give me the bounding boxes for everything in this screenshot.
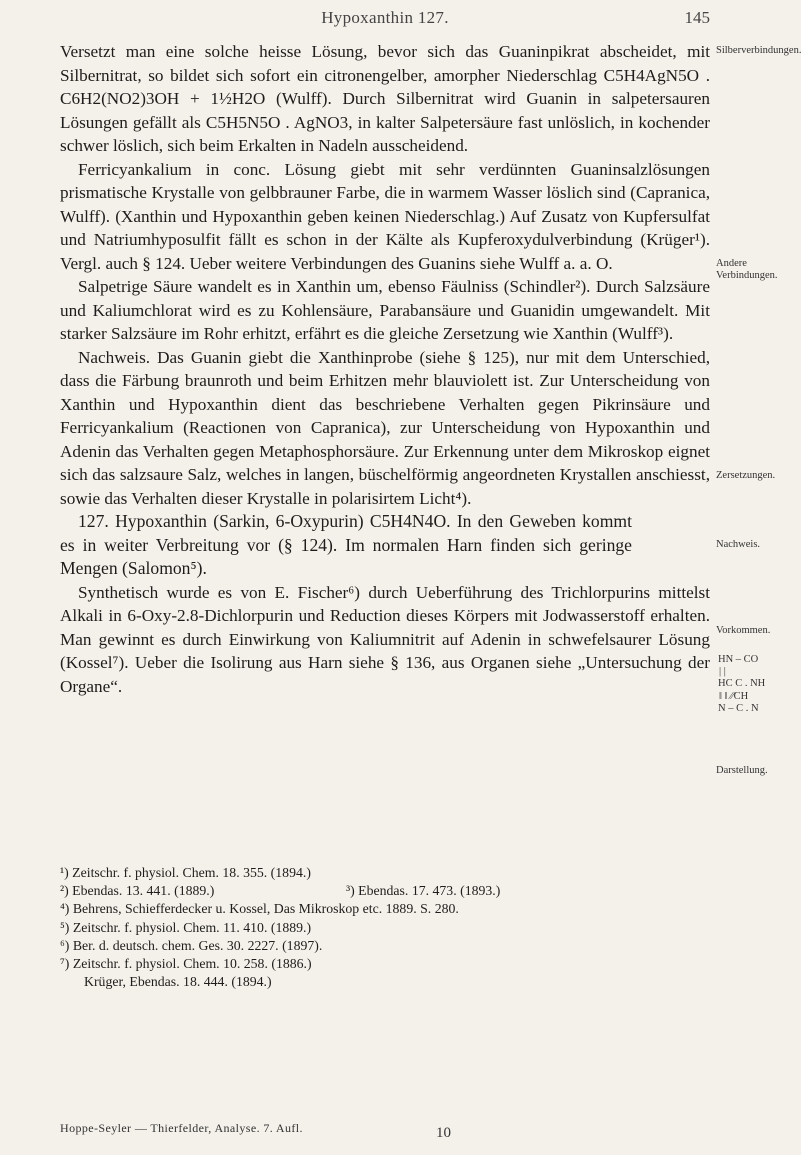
signature-mark: 10 (436, 1125, 451, 1141)
formula-line-1: HN – CO (718, 654, 759, 665)
footnote-4: ⁴) Behrens, Schiefferdecker u. Kossel, Das Mikroskop etc. 1889. S. 280. (60, 901, 459, 917)
formula-line-4: ‖ ‖ ⁄⁄CH (719, 691, 749, 702)
paragraph-detection: Nachweis. Das Guanin giebt die Xanthinprobe (siehe § 125), nur mit dem Unterschied, dass die Färbung braunroth und beim Erhitzen mehr blauviolett ist. Zur Unterscheidung von Xanthin und Hypoxanthin dient das beschriebene Verhalten gegen Pikrinsäure und Ferricyankalium (Reactionen von Capranica), zur Unterscheidung von Hypoxanthin und Adenin das Verhalten gegen Metaphosphorsäure. Zur Erkennung unter dem Mikroskop eignet sich das salzsaure Salz, welches in langen, büschelförmig angeordneten Krystallen anschiesst, sowie das Verhalten dieser Krystalle in polarisirtem Licht⁴). (60, 347, 710, 508)
paragraph-synthesis: Synthetisch wurde es von E. Fischer⁶) durch Ueberführung des Trichlorpurins mittelst Alkali in 6-Oxy-2.8-Dichlorpurin und Reduction dieses Körpers mit Jodwasserstoff erhalten. Man gewinnt es durch Einwirkung von Kaliumnitrit auf Adenin in schwefelsaurer Lösung (Kossel⁷). Ueber die Isolirung aus Harn siehe § 136, aus Organen siehe „Untersuchung der Organe“. (60, 582, 710, 696)
structural-formula (716, 640, 801, 735)
paragraph-hypoxanthin: 127. Hypoxanthin (Sarkin, 6-Oxypurin) C5H4N4O. In den Geweben kommt es in weiter Verbreitung vor (§ 124). Im normalen Harn finden sich geringe Mengen (Salomon⁵). (60, 511, 632, 578)
footnote-7: ⁷) Zeitschr. f. physiol. Chem. 10. 258. (1886.) (60, 956, 312, 972)
paragraph-silver: Versetzt man eine solche heisse Lösung, bevor sich das Guaninpikrat abscheidet, mit Silbernitrat, so bildet sich sofort ein citronengelber, amorpher Niederschlag C5H4AgN5O . C6H2(NO2)3OH + 1½H2O (Wulff). Durch Silbernitrat wird Guanin in salpetersauren Lösungen gefällt als C5H5N5O . AgNO3, in kalter Salpetersäure fast unlöslich, in kochender schwer löslich, sich beim Erkalten in Nadeln ausscheidend. (60, 42, 710, 155)
footnote-1: ¹) Zeitschr. f. physiol. Chem. 18. 355. (1894.) (60, 865, 311, 880)
footnotes (60, 864, 710, 991)
formula-line-2: | | (719, 666, 726, 677)
page-header (60, 8, 710, 30)
margin-note-occurrence: Vorkommen. (716, 625, 771, 636)
margin-note-detection: Nachweis. (716, 539, 761, 550)
footnote-7-continued: Krüger, Ebendas. 18. 444. (1894.) (84, 974, 272, 990)
margin-note-other: Andere Verbindungen. (716, 258, 778, 281)
paragraph-decomposition: Salpetrige Säure wandelt es in Xanthin um, ebenso Fäulniss (Schindler²). Durch Salzsäure und Kaliumchlorat wird es zu Kohlensäure, Parabansäure und Guanidin umgewandelt. Mit starker Salzsäure im Rohr erhitzt, erfährt es die gleiche Zersetzung wie Xanthin (Wulff³). (60, 277, 710, 343)
running-title: Hypoxanthin 127. (321, 8, 449, 27)
margin-note-silver: Silberverbindungen. (716, 45, 801, 56)
margin-note-decomposition: Zersetzungen. (716, 470, 776, 481)
footnote-2: ²) Ebendas. 13. 441. (1889.) (60, 883, 215, 899)
formula-line-5: N – C . N (718, 703, 759, 714)
footnote-row-2-3 (60, 882, 710, 900)
body-text (60, 40, 710, 698)
footnote-3: ³) Ebendas. 17. 473. (1893.) (346, 883, 501, 899)
paragraph-ferricyan: Ferricyankalium in conc. Lösung giebt mit sehr verdünnten Guaninsalzlösungen prismatische Krystalle von gelbbrauner Farbe, die in warmem Wasser löslich sind (Capranica, Wulff). (Xanthin und Hypoxanthin geben keinen Niederschlag.) Auf Zusatz von Kupfersulfat und Natriumhyposulfit fällt es schon in der Kälte als Kupferoxydulverbindung (Krüger¹). Vergl. auch § 124. Ueber weitere Verbindungen des Guanins siehe Wulff a. a. O. (60, 159, 710, 273)
imprint-line: Hoppe-Seyler — Thierfelder, Analyse. 7. Aufl. (60, 1121, 303, 1135)
formula-line-3: HC C . NH (718, 678, 766, 689)
page-number: 145 (684, 8, 710, 27)
margin-note-preparation: Darstellung. (716, 765, 768, 776)
footnote-5: ⁵) Zeitschr. f. physiol. Chem. 11. 410. (1889.) (60, 919, 312, 935)
footnote-6: ⁶) Ber. d. deutsch. chem. Ges. 30. 2227. (1897). (60, 937, 323, 953)
